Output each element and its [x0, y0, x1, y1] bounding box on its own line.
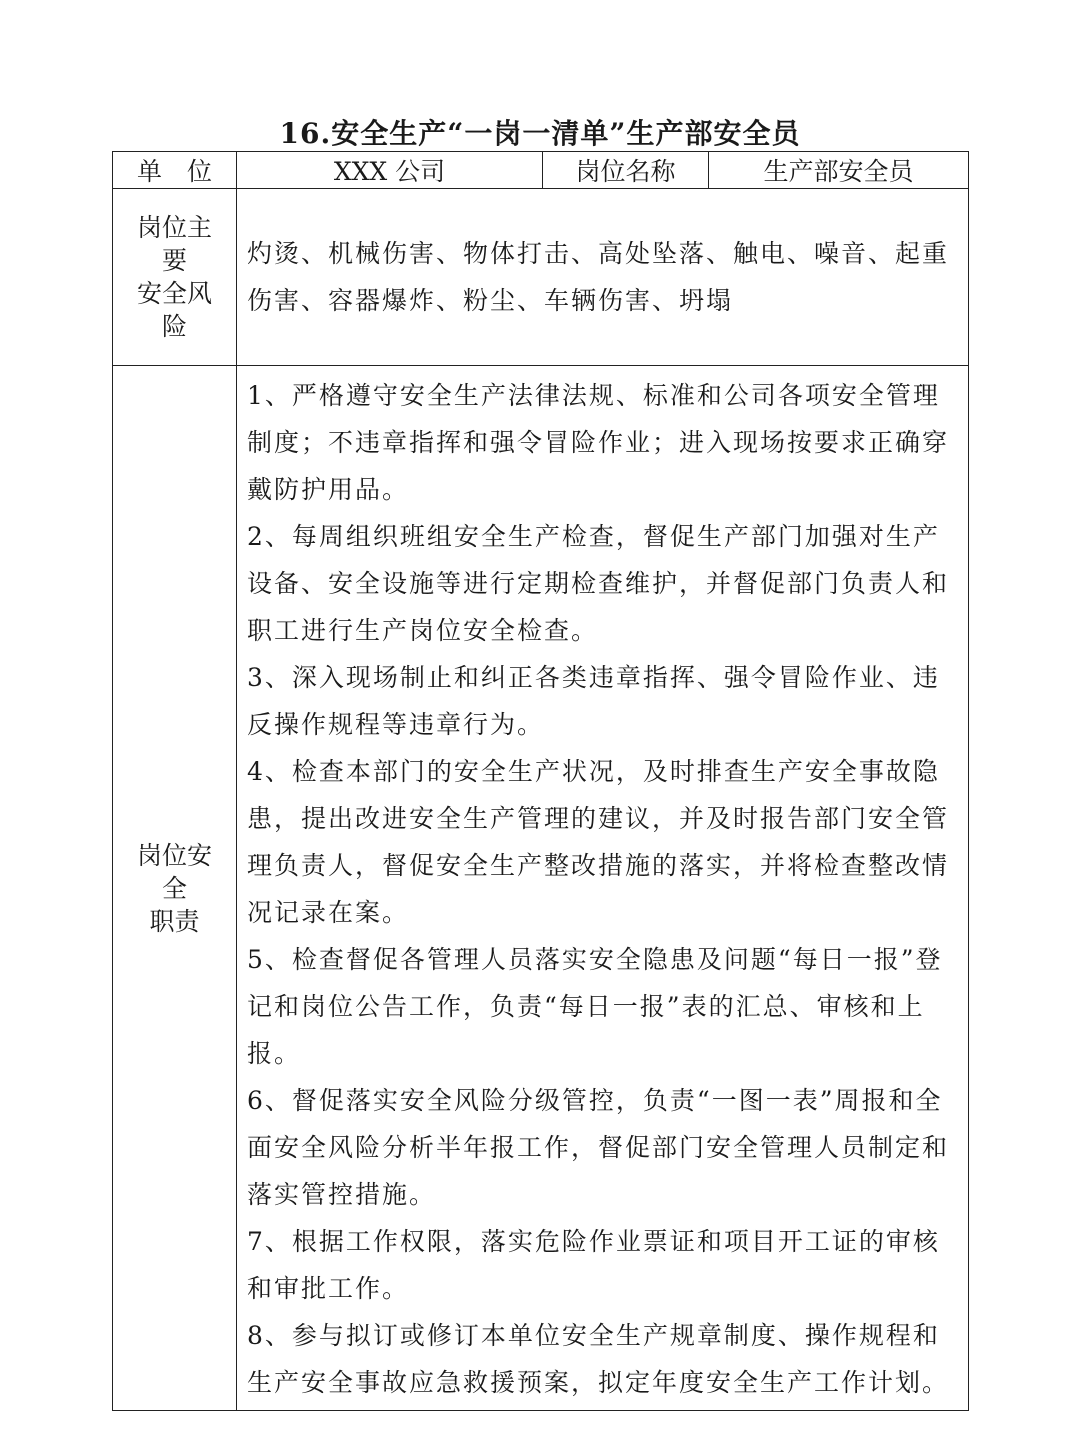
duties-content	[237, 366, 969, 1411]
unit-label: 单 位	[113, 152, 237, 189]
duties-row	[113, 366, 969, 1411]
header-row	[113, 152, 969, 189]
duties-label-line: 岗位安	[136, 840, 212, 870]
duty-item: 3、深入现场制止和纠正各类违章指挥、强令冒险作业、违反操作规程等违章行为。	[247, 663, 940, 739]
duties-label	[113, 366, 237, 1411]
duty-item: 6、督促落实安全风险分级管控，负责“一图一表”周报和全面安全风险分析半年报工作，督促部门安全管理人员制定和落实管控措施。	[247, 1086, 950, 1209]
duty-item: 5、检查督促各管理人员落实安全隐患及问题“每日一报”登记和岗位公告工作，负责“每日一报”表的汇总、审核和上报。	[247, 945, 943, 1068]
unit-value: XXX 公司	[237, 152, 543, 189]
duty-item: 1、严格遵守安全生产法律法规、标准和公司各项安全管理制度；不违章指挥和强令冒险作业；进入现场按要求正确穿戴防护用品。	[247, 381, 950, 504]
risk-label-line: 安全风	[136, 279, 212, 308]
page-title: 16.安全生产“一岗一清单”生产部安全员	[279, 117, 801, 150]
risk-label-line: 要	[161, 246, 187, 275]
risk-label-line: 岗位主	[136, 213, 212, 242]
duty-item: 2、每周组织班组安全生产检查，督促生产部门加强对生产设备、安全设施等进行定期检查维护，并督促部门负责人和职工进行生产岗位安全检查。	[247, 522, 950, 645]
risk-content: 灼烫、机械伤害、物体打击、高处坠落、触电、噪音、起重伤害、容器爆炸、粉尘、车辆伤害、坍塌	[237, 189, 969, 366]
risk-row	[113, 189, 969, 366]
duties-label-line: 职责	[149, 906, 200, 936]
duty-item: 4、检查本部门的安全生产状况，及时排查生产安全事故隐患，提出改进安全生产管理的建议，并及时报告部门安全管理负责人，督促安全生产整改措施的落实，并将检查整改情况记录在案。	[247, 757, 950, 927]
duty-item: 7、根据工作权限，落实危险作业票证和项目开工证的审核和审批工作。	[247, 1227, 940, 1303]
post-name-value: 生产部安全员	[709, 152, 969, 189]
duty-list-table	[112, 151, 969, 1411]
risk-label	[113, 189, 237, 366]
risk-label-line: 险	[161, 312, 187, 341]
duties-label-line: 全	[161, 873, 187, 903]
duty-item: 8、参与拟订或修订本单位安全生产规章制度、操作规程和生产安全事故应急救援预案，拟定年度安全生产工作计划。	[247, 1321, 950, 1397]
post-name-label: 岗位名称	[543, 152, 709, 189]
